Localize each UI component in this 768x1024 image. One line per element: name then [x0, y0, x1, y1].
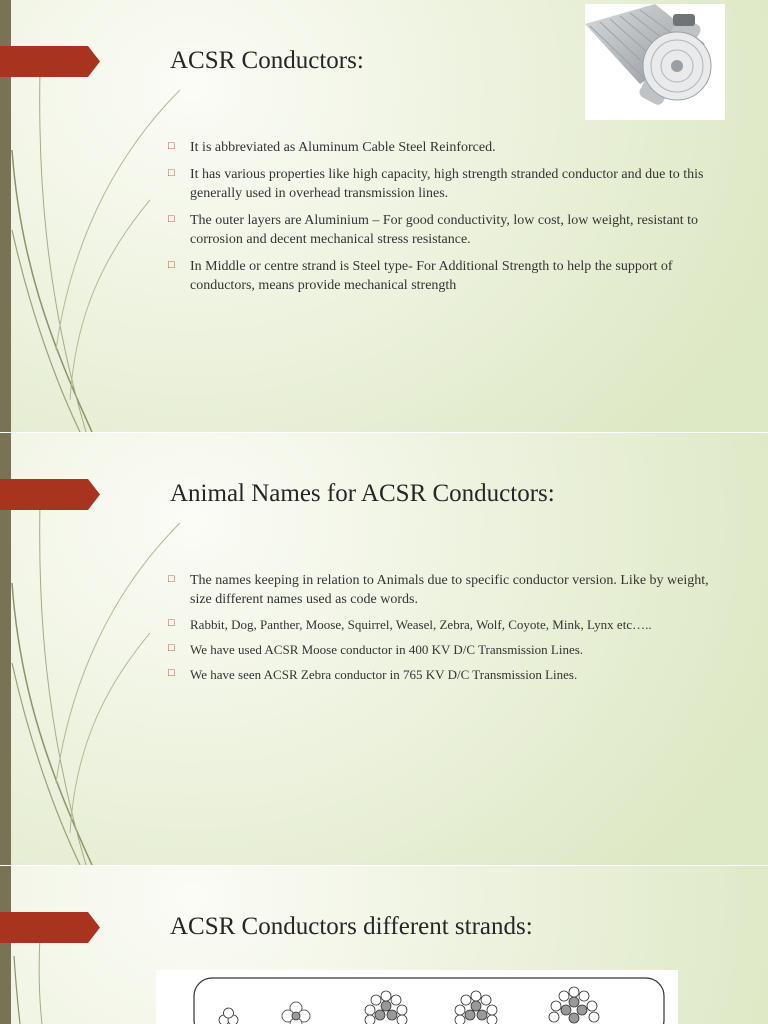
list-item [168, 571, 720, 609]
list-item [168, 640, 720, 659]
list-item [168, 257, 720, 295]
list-item [168, 138, 720, 157]
conductor-photo [585, 4, 725, 120]
bullet-icon: □ [168, 140, 175, 152]
bullet-icon: □ [168, 617, 175, 629]
animal-bullet-list [168, 571, 720, 690]
list-item-text: In Middle or centre strand is Steel type- For Additional Strength to help the support of conductors, means provide mechanical strength [190, 259, 673, 293]
list-item-text: The names keeping in relation to Animals due to specific conductor version. Like by weight, size different names used as code words. [190, 573, 709, 607]
list-item-text: It is abbreviated as Aluminum Cable Steel Reinforced. [190, 140, 496, 155]
slide-title: Animal Names for ACSR Conductors: [170, 480, 555, 507]
title-flag [0, 912, 100, 943]
bullet-icon: □ [168, 213, 175, 225]
list-item [168, 211, 720, 249]
list-item-text: It has various properties like high capacity, high strength stranded conductor and due to this generally used in overhead transmission lines. [190, 167, 704, 201]
bullet-icon: □ [168, 642, 175, 654]
list-item-text: The outer layers are Aluminium – For good conductivity, low cost, low weight, resistant to corrosion and decent mechanical stress resistance. [190, 213, 699, 247]
list-item-text: Rabbit, Dog, Panther, Moose, Squirrel, Weasel, Zebra, Wolf, Coyote, Mink, Lynx etc….. [190, 617, 652, 632]
list-item [168, 665, 720, 684]
slide-acsr-conductors [0, 0, 768, 432]
list-item [168, 615, 720, 634]
title-flag [0, 479, 100, 510]
slide-title: ACSR Conductors different strands: [170, 913, 533, 940]
bullet-icon: □ [168, 573, 175, 585]
list-item-text: We have seen ACSR Zebra conductor in 765 KV D/C Transmission Lines. [190, 667, 578, 682]
bullet-icon: □ [168, 167, 175, 179]
bullet-icon: □ [168, 667, 175, 679]
slide-title: ACSR Conductors: [170, 47, 364, 74]
strand-diagram [156, 970, 678, 1024]
list-item [168, 165, 720, 203]
bullet-list [168, 138, 720, 303]
list-item-text: We have used ACSR Moose conductor in 400 KV D/C Transmission Lines. [190, 642, 584, 657]
bullet-icon: □ [168, 259, 175, 271]
title-flag [0, 46, 100, 77]
